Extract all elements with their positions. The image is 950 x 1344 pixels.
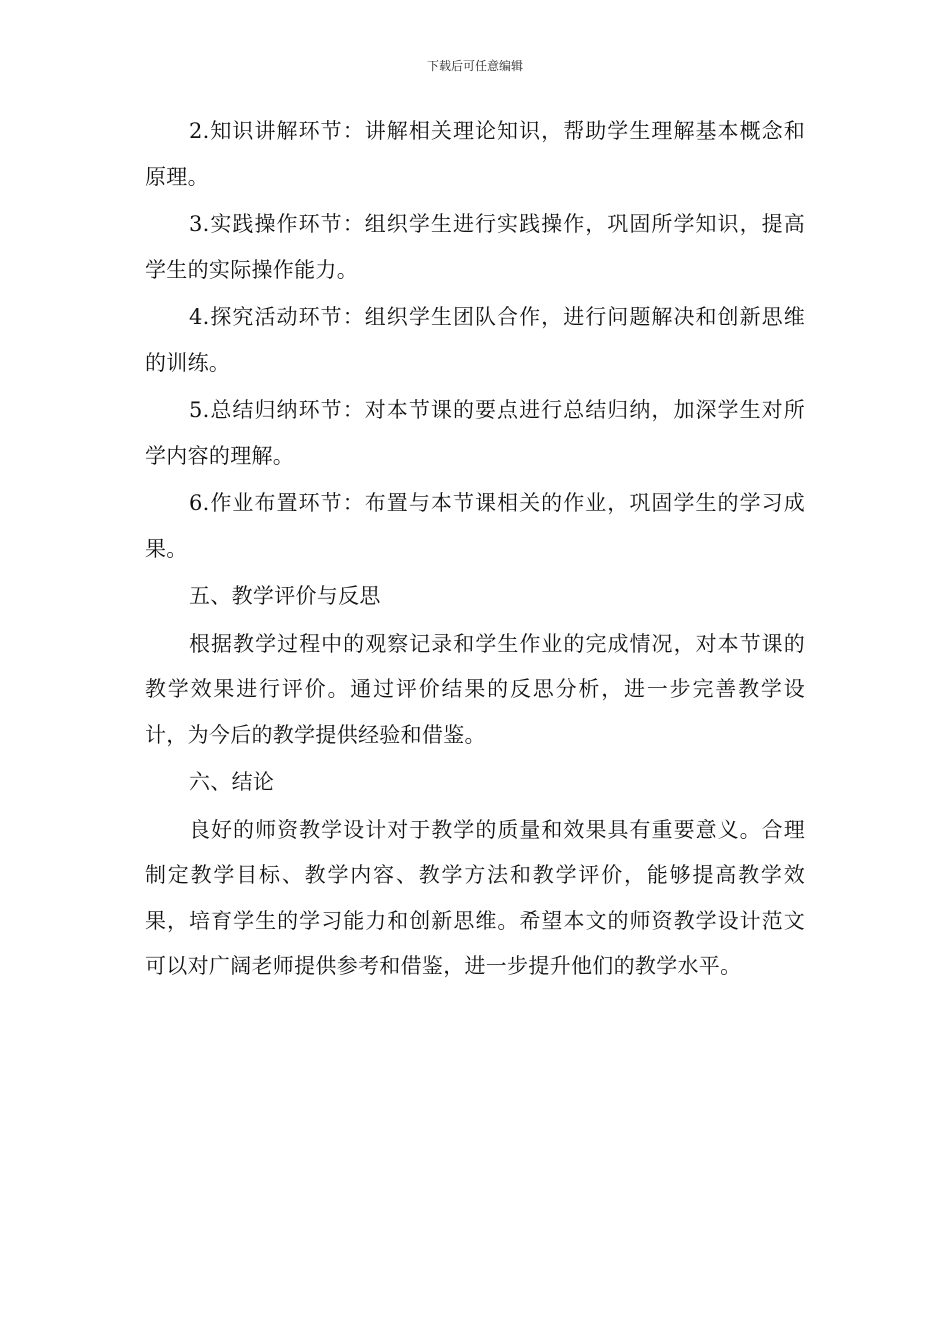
step-4-paragraph: 4.探究活动环节：组织学生团队合作，进行问题解决和创新思维的训练。 (145, 305, 805, 375)
section-6-paragraph: 良好的师资教学设计对于教学的质量和效果具有重要意义。合理制定教学目标、教学内容、教学方法和教学评价，能够提高教学效果，培育学生的学习能力和创新思维。希望本文的师资教学设计范文可以对广阔老师提供参考和借鉴，进一步提升他们的教学水平。 (145, 817, 805, 978)
step-5-paragraph: 5.总结归纳环节：对本节课的要点进行总结归纳，加深学生对所学内容的理解。 (145, 398, 805, 468)
page-header: 下载后可任意编辑 (426, 59, 523, 73)
section-5-heading: 五、教学评价与反思 (189, 584, 381, 608)
section-6-heading: 六、结论 (189, 770, 275, 794)
section-5-paragraph: 根据教学过程中的观察记录和学生作业的完成情况，对本节课的教学效果进行评价。通过评价结果的反思分析，进一步完善教学设计，为今后的教学提供经验和借鉴。 (145, 631, 805, 747)
step-2-paragraph: 2.知识讲解环节：讲解相关理论知识，帮助学生理解基本概念和原理。 (145, 119, 805, 189)
document-body (145, 109, 805, 992)
step-6-paragraph: 6.作业布置环节：布置与本节课相关的作业，巩固学生的学习成果。 (145, 491, 805, 561)
step-3-paragraph: 3.实践操作环节：组织学生进行实践操作，巩固所学知识，提高学生的实际操作能力。 (145, 212, 805, 282)
